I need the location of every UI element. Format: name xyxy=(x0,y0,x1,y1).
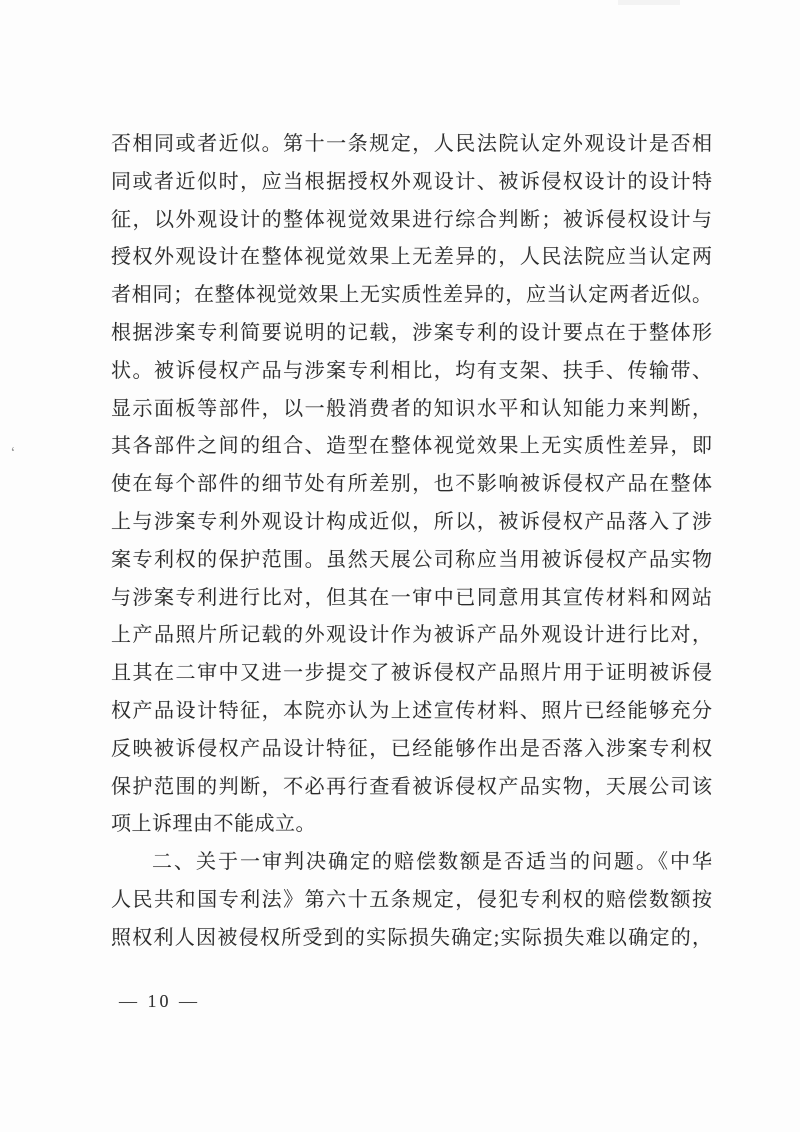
text-line: 根据涉案专利简要说明的记载，涉案专利的设计要点在于整体形 xyxy=(111,321,712,344)
text-line: 其各部件之间的组合、造型在整体视觉效果上无实质性差异，即 xyxy=(111,435,712,458)
text-line: 反映被诉侵权产品设计特征，已经能够作出是否落入涉案专利权 xyxy=(111,737,712,760)
text-line: 项上诉理由不能成立。 xyxy=(111,813,316,836)
text-line: 上与涉案专利外观设计构成近似，所以，被诉侵权产品落入了涉 xyxy=(111,510,712,533)
text-line: 案专利权的保护范围。虽然天展公司称应当用被诉侵权产品实物 xyxy=(111,548,712,571)
text-line: 上产品照片所记载的外观设计作为被诉产品外观设计进行比对， xyxy=(111,624,712,647)
text-line: 者相同；在整体视觉效果上无实质性差异的，应当认定两者近似。 xyxy=(111,284,712,307)
text-line: 征，以外观设计的整体视觉效果进行综合判断；被诉侵权设计与 xyxy=(111,208,712,231)
text-line: 同或者近似时，应当根据授权外观设计、被诉侵权设计的设计特 xyxy=(111,170,712,193)
text-line: 人民共和国专利法》第六十五条规定，侵犯专利权的赔偿数额按 xyxy=(111,888,712,911)
text-line: 与涉案专利进行比对，但其在一审中已同意用其宣传材料和网站 xyxy=(111,586,712,609)
text-line: 显示面板等部件，以一般消费者的知识水平和认知能力来判断， xyxy=(111,397,712,420)
text-line: 照权利人因被侵权所受到的实际损失确定;实际损失难以确定的， xyxy=(111,926,712,949)
text-line: 否相同或者近似。第十一条规定，人民法院认定外观设计是否相 xyxy=(111,133,712,155)
page-number: — 10 — xyxy=(119,991,200,1011)
text-block xyxy=(111,126,712,958)
text-line: 状。被诉侵权产品与涉案专利相比，均有支架、扶手、传输带、 xyxy=(111,359,712,382)
text-line: 保护范围的判断，不必再行查看被诉侵权产品实物，天展公司该 xyxy=(111,775,712,798)
scan-artifact-band xyxy=(618,0,680,5)
text-line: 二、关于一审判决确定的赔偿数额是否适当的问题。《中华 xyxy=(152,851,712,874)
scan-speck: ʻ xyxy=(9,444,18,462)
text-line: 使在每个部件的细节处有所差别，也不影响被诉侵权产品在整体 xyxy=(111,473,712,496)
text-line: 授权外观设计在整体视觉效果上无差异的，人民法院应当认定两 xyxy=(111,246,712,269)
text-line: 且其在二审中又进一步提交了被诉侵权产品照片用于证明被诉侵 xyxy=(111,662,712,685)
text-line: 权产品设计特征，本院亦认为上述宣传材料、照片已经能够充分 xyxy=(111,699,712,722)
